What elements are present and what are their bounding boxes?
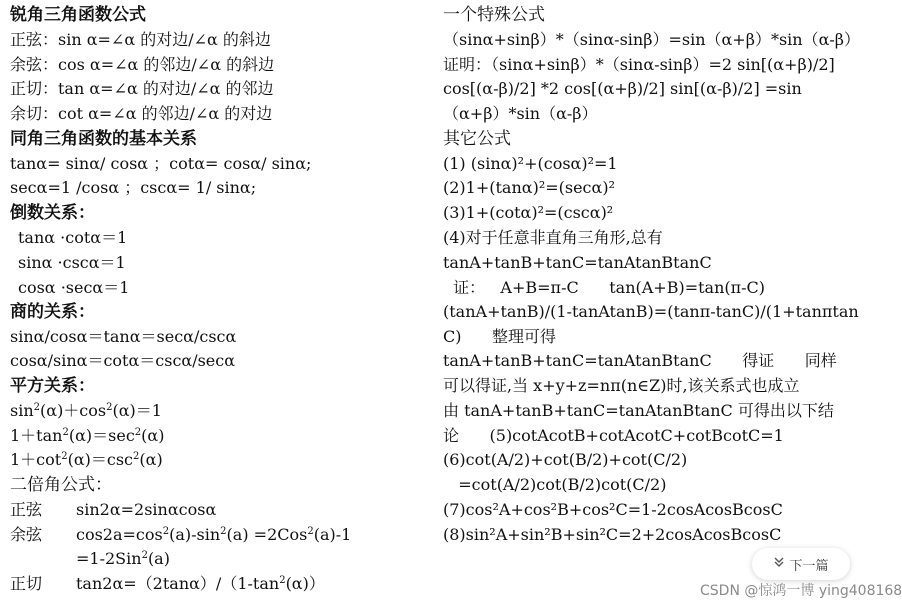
heading-acute-trig: 锐角三角函数公式 (10, 5, 146, 25)
heading-special-formula: 一个特殊公式 (443, 5, 545, 25)
formula-reciprocal-3: cosα ·secα＝1 (18, 278, 130, 297)
formula-double-cosine-cont: =1-2Sin$^2$(a) (76, 549, 170, 568)
csdn-watermark: CSDN @惊鸿一博 ying408168 (700, 583, 902, 599)
proof-4-line-5: 可以得证,当 x+y+z=nπ(n∈Z)时,该关系式也成立 (443, 376, 800, 395)
proof-line-1: 证明：（sinα+sinβ）*（sinα-sinβ）=2 sin[(α+β)/2] (443, 55, 835, 74)
heading-double-angle: 二倍角公式： (10, 475, 112, 495)
formula-square-3: $1+\cot^2(\alpha)=\csc^2(\alpha)$ (10, 450, 163, 469)
heading-reciprocal: 倒数关系： (10, 203, 95, 223)
formula-quotient-2: cosα/sinα＝cotα＝cscα/secα (10, 351, 236, 370)
proof-4-line-3: C) 整理可得 (443, 327, 557, 346)
proof-4-line-2: (tanA+tanB)/(1-tanAtanB)=(tanπ-tanC)/(1+tanπtan (443, 302, 859, 321)
other-formula-6: (6)cot(A/2)+cot(B/2)+cot(C/2) (443, 450, 688, 469)
proof-line-3: （α+β）*sin（α-β） (443, 104, 598, 123)
formula-double-cosine: 余弦 $\cos 2a=\cos^2(a)-\sin^2(a) =2Cos^2(a)-1$ (10, 525, 352, 544)
proof-line-2: cos[(α-β)/2] *2 cos[(α+β)/2] sin[(α-β)/2] =sin (443, 79, 802, 98)
formula-double-tangent: 正切 $\tan 2\alpha=(2\tan\alpha)/(1-\tan^2(\alpha))$ (10, 574, 325, 593)
formula-cosine: 余弦：cos α=∠α 的邻边/∠α 的斜边 (10, 55, 275, 74)
formula-tan-cot: tanα= sinα/ cosα ；cotα= cosα/ sinα; (10, 154, 312, 173)
other-formula-8: (8)sin²A+sin²B+sin²C=2+2cosAcosBcosC (443, 525, 782, 544)
formula-sec-csc: secα=1 /cosα ；cscα= 1/ sinα; (10, 178, 257, 197)
proof-4-line-4: tanA+tanB+tanC=tanAtanBtanC 得证 同样 (443, 351, 837, 370)
next-article-label: 下一篇 (789, 558, 829, 574)
other-formula-3: (3)1+(cotα)²=(cscα)² (443, 203, 614, 222)
formula-double-sine: 正弦 sin2α=2sinαcosα (10, 500, 217, 519)
double-chevron-down-icon (773, 556, 785, 572)
formula-quotient-1: sinα/cosα＝tanα＝secα/cscα (10, 327, 237, 346)
formula-special: （sinα+sinβ）*（sinα-sinβ）=sin（α+β）*sin（α-β） (443, 30, 861, 49)
other-formula-5: 论 (5)cotAcotB+cotAcotC+cotBcotC=1 (443, 426, 784, 445)
formula-square-1: $\sin^2(\alpha)+\cos^2(\alpha)=1$ (10, 401, 162, 420)
heading-basic-relations: 同角三角函数的基本关系 (10, 129, 197, 149)
formula-sine: 正弦：sin α=∠α 的对边/∠α 的斜边 (10, 30, 271, 49)
formula-cotangent: 余切：cot α=∠α 的邻边/∠α 的对边 (10, 104, 273, 123)
formula-reciprocal-1: tanα ·cotα＝1 (18, 228, 128, 247)
formula-tangent: 正切：tan α=∠α 的对边/∠α 的邻边 (10, 79, 274, 98)
other-formula-4: (4)对于任意非直角三角形,总有 (443, 228, 663, 247)
other-formula-4-eq: tanA+tanB+tanC=tanAtanBtanC (443, 253, 712, 272)
heading-square: 平方关系： (10, 376, 95, 396)
heading-quotient: 商的关系： (10, 302, 95, 322)
heading-other-formulas: 其它公式 (443, 129, 511, 149)
next-article-button[interactable] (752, 548, 850, 580)
other-formula-1: (1) (sinα)²+(cosα)²=1 (443, 154, 618, 173)
formula-reciprocal-2: sinα ·cscα＝1 (18, 253, 126, 272)
other-formula-6-cont: =cot(A/2)cot(B/2)cot(C/2) (443, 475, 667, 494)
other-formula-7: (7)cos²A+cos²B+cos²C=1-2cosAcosBcosC (443, 500, 783, 519)
formula-square-2: $1+\tan^2(\alpha)=\sec^2(\alpha)$ (10, 426, 165, 445)
proof-4-line-6: 由 tanA+tanB+tanC=tanAtanBtanC 可得出以下结 (443, 401, 834, 420)
proof-4-line-1: 证： A+B=π-C tan(A+B)=tan(π-C) (443, 278, 766, 297)
other-formula-2: (2)1+(tanα)²=(secα)² (443, 178, 615, 197)
